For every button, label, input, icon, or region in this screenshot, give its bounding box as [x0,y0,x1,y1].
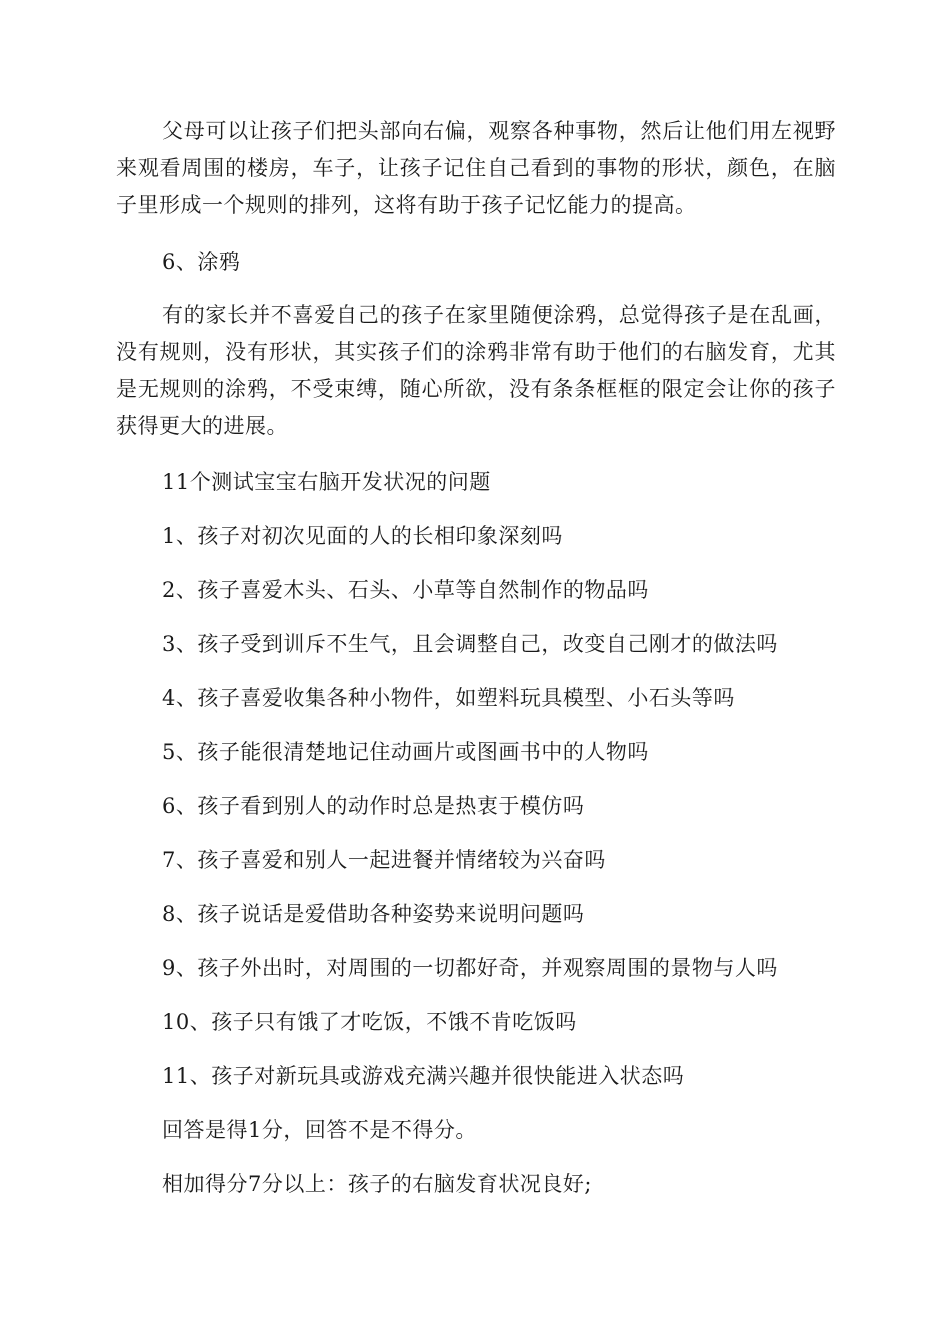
paragraph-left-visual-field: 父母可以让孩子们把头部向右偏，观察各种事物，然后让他们用左视野来观看周围的楼房，车子，让孩子记住自己看到的事物的形状，颜色，在脑子里形成一个规则的排列，这将有助于孩子记忆能力的提高。 [116,119,836,217]
question-item: 8、孩子说话是爱借助各种姿势来说明问题吗 [162,902,585,926]
question-item: 4、孩子喜爱收集各种小物件，如塑料玩具模型、小石头等吗 [162,686,735,710]
question-item: 3、孩子受到训斥不生气，且会调整自己，改变自己刚才的做法吗 [162,632,778,656]
question-item: 11、孩子对新玩具或游戏充满兴趣并很快能进入状态吗 [162,1064,685,1088]
question-item: 1、孩子对初次见面的人的长相印象深刻吗 [162,524,563,548]
paragraph-doodling: 有的家长并不喜爱自己的孩子在家里随便涂鸦，总觉得孩子是在乱画，没有规则，没有形状，其实孩子们的涂鸦非常有助于他们的右脑发育，尤其是无规则的涂鸦，不受束缚，随心所欲，没有条条框框的限定会让你的孩子获得更大的进展。 [116,303,836,438]
question-item: 5、孩子能很清楚地记住动画片或图画书中的人物吗 [162,740,649,764]
question-item: 6、孩子看到别人的动作时总是热衷于模仿吗 [162,794,585,818]
section-heading-doodling: 6、涂鸦 [162,250,241,274]
question-item: 9、孩子外出时，对周围的一切都好奇，并观察周围的景物与人吗 [162,956,778,980]
score-result: 相加得分7分以上：孩子的右脑发育状况良好; [162,1172,592,1196]
quiz-title: 11个测试宝宝右脑开发状况的问题 [162,470,491,494]
question-item: 2、孩子喜爱木头、石头、小草等自然制作的物品吗 [162,578,649,602]
question-item: 10、孩子只有饿了才吃饭，不饿不肯吃饭吗 [162,1010,577,1034]
scoring-rule: 回答是得1分，回答不是不得分。 [162,1118,477,1142]
question-item: 7、孩子喜爱和别人一起进餐并情绪较为兴奋吗 [162,848,606,872]
